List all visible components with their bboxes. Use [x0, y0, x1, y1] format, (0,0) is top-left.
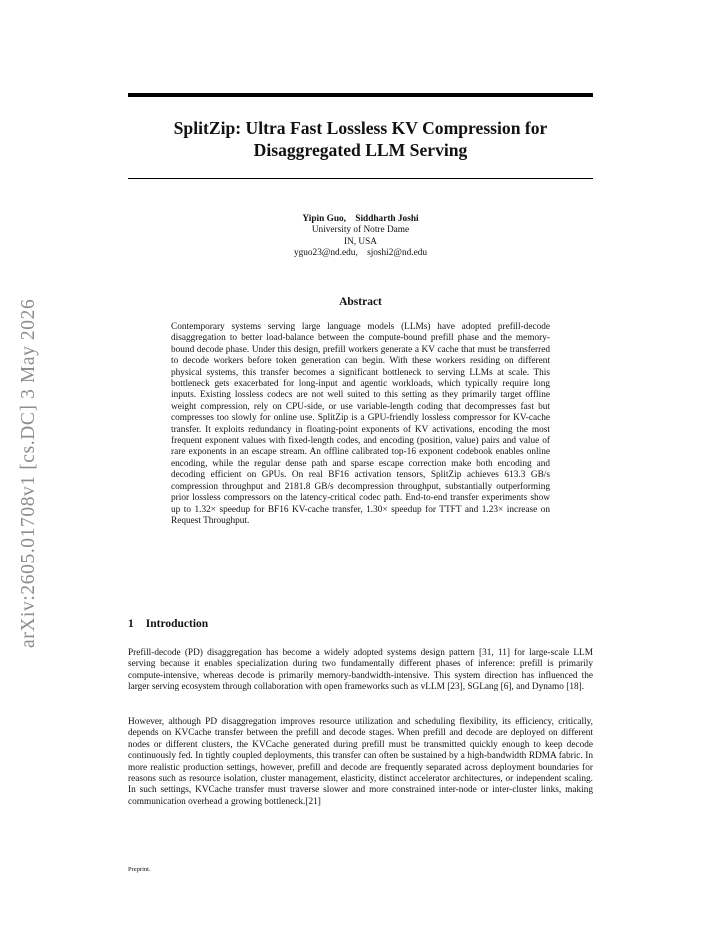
- section-title: Introduction: [145, 618, 209, 630]
- author-affiliation: University of Notre Dame: [311, 225, 410, 236]
- author-emails[interactable]: yguo23@nd.edu, sjoshi2@nd.edu: [293, 248, 428, 259]
- preprint-note: Preprint.: [128, 866, 151, 873]
- author-location: IN, USA: [343, 236, 378, 247]
- title-top-rule: [128, 93, 593, 97]
- intro-paragraph-2: However, although PD disaggregation improves resource utilization and scheduling flexibility, its efficiency, critically, depends on KVCache transfer between the prefill and decode stages. When prefill and decode are deployed on different nodes or different clusters, the KVCache generated during prefill must be transmitted quickly enough to keep decode continuously fed. In tightly coupled deployments, this transfer can often be sustained by a high-bandwidth RDMA fabric. In more realistic production settings, however, prefill and decode are frequently separated across deployment boundaries for reasons such as resource isolation, cluster management, elasticity, distinct accelerator architectures, or independent scaling. In such settings, KVCache transfer must traverse slower and more constrained inter-node or inter-cluster links, making communication overhead a growing bottleneck.[21]: [128, 717, 593, 807]
- abstract-heading: Abstract: [339, 296, 382, 308]
- intro-paragraph-1: Prefill-decode (PD) disaggregation has become a widely adopted systems design pattern [31, 11] for large-scale LLM serving because it enables specialization during two fundamentally different phases of inference: prefill is primarily compute-intensive, whereas decode is primarily memory-bandwidth-intensive. This system direction has influenced the larger serving ecosystem through collaboration with open frameworks such as vLLM [23], SGLang [6], and Dynamo [18].: [128, 648, 593, 693]
- abstract-text: Contemporary systems serving large language models (LLMs) have adopted prefill-decode disaggregation to better load-balance between the compute-bound prefill phase and the memory-bound decode phase. Under this design, prefill workers generate a KV cache that must be transferred to decode workers before token generation can begin. With these workers residing on different physical systems, this transfer becomes a significant bottleneck to serving LLMs at scale. This bottleneck gets exacerbated for long-input and agentic workloads, which typically require long inputs. Existing lossless codecs are not well suited to this setting as they primarily target offline weight compression, rely on CPU-side, or use variable-length coding that decompresses fast but compresses too slowly for online use. SplitZip is a GPU-friendly lossless compressor for KV-cache transfer. It exploits redundancy in floating-point exponents of KV activations, encoding the most frequent exponent values with fixed-length codes, and encoding (position, value) pairs and value of rare exponents in an escape stream. An offline calibrated top-16 exponent codebook enables online encoding, while the regular dense path and sparse escape correction make both encoding and decoding efficient on GPUs. On real BF16 activation tensors, SplitZip achieves 613.3 GB/s compression throughput and 2181.8 GB/s decompression throughput, substantially outperforming prior lossless compressors on the latency-critical codec path. End-to-end transfer experiments show up to 1.32× speedup for BF16 KV-cache transfer, 1.30× speedup for TTFT and 1.23× increase on Request Throughput.: [171, 322, 550, 526]
- author-names: Yipin Guo, Siddharth Joshi: [302, 214, 419, 224]
- section-number: 1: [128, 618, 134, 630]
- author-block: [128, 214, 593, 260]
- arxiv-identifier[interactable]: arXiv:2605.01708v1 [cs.DC] 3 May 2026: [18, 298, 39, 648]
- paper-title: SplitZip: Ultra Fast Lossless KV Compression for Disaggregated LLM Serving: [173, 118, 548, 160]
- section-heading-introduction: [128, 618, 593, 630]
- title-bottom-rule: [128, 178, 593, 179]
